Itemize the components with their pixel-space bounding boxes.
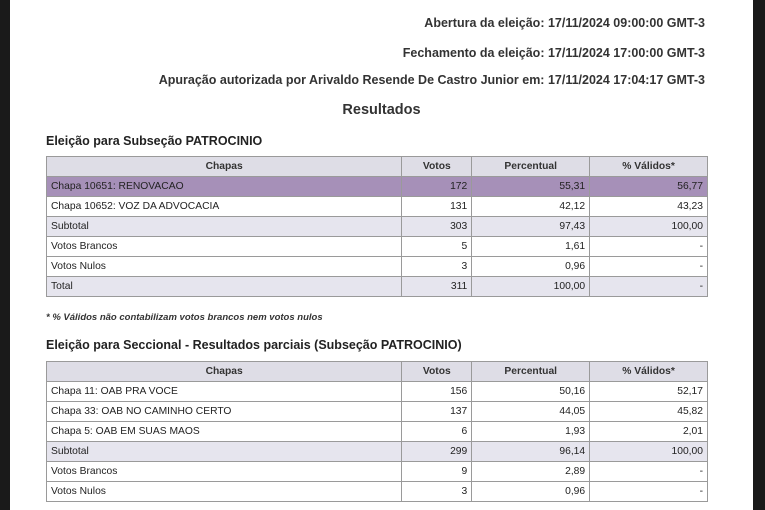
col-header-chapas: Chapas — [47, 157, 402, 177]
cell-votos: 311 — [402, 277, 472, 297]
cell-chapa: Subtotal — [47, 217, 402, 237]
cell-percentual: 2,89 — [472, 462, 590, 482]
cell-chapa: Subtotal — [47, 442, 402, 462]
table-row — [47, 482, 708, 502]
apuracao-line: Apuração autorizada por Arivaldo Resende De Castro Junior em: 17/11/2024 17:04:17 GMT-3 — [158, 73, 705, 87]
fechamento-line: Fechamento da eleição: 17/11/2024 17:00:00 GMT-3 — [402, 46, 705, 60]
cell-votos: 137 — [402, 402, 472, 422]
cell-votos: 9 — [402, 462, 472, 482]
cell-votos: 3 — [402, 257, 472, 277]
cell-percentual: 100,00 — [472, 277, 590, 297]
cell-percentual: 50,16 — [472, 382, 590, 402]
section2-results-table — [46, 361, 708, 502]
table-row — [47, 382, 708, 402]
table-row-subtotal — [47, 217, 708, 237]
section1-title: Eleição para Subseção PATROCINIO — [46, 134, 263, 148]
col-header-validos: % Válidos* — [590, 157, 708, 177]
section1-results-table — [46, 156, 708, 297]
cell-percentual: 42,12 — [472, 197, 590, 217]
cell-votos: 303 — [402, 217, 472, 237]
cell-percentual: 1,61 — [472, 237, 590, 257]
cell-percentual: 0,96 — [472, 257, 590, 277]
table-header-row — [47, 362, 708, 382]
cell-votos: 156 — [402, 382, 472, 402]
cell-chapa: Votos Nulos — [47, 482, 402, 502]
section2-title: Eleição para Seccional - Resultados parciais (Subseção PATROCINIO) — [46, 338, 462, 352]
col-header-percentual: Percentual — [472, 157, 590, 177]
cell-votos: 3 — [402, 482, 472, 502]
cell-percentual: 1,93 — [472, 422, 590, 442]
cell-percentual: 44,05 — [472, 402, 590, 422]
cell-votos: 6 — [402, 422, 472, 442]
cell-validos: - — [590, 237, 708, 257]
col-header-validos: % Válidos* — [590, 362, 708, 382]
cell-votos: 5 — [402, 237, 472, 257]
cell-validos: 56,77 — [590, 177, 708, 197]
cell-percentual: 97,43 — [472, 217, 590, 237]
cell-validos: 2,01 — [590, 422, 708, 442]
cell-chapa: Chapa 10651: RENOVACAO — [47, 177, 402, 197]
table-row-winner — [47, 177, 708, 197]
cell-validos: 43,23 — [590, 197, 708, 217]
cell-validos: - — [590, 277, 708, 297]
cell-votos: 172 — [402, 177, 472, 197]
cell-validos: - — [590, 482, 708, 502]
page-title: Resultados — [342, 102, 421, 118]
col-header-percentual: Percentual — [472, 362, 590, 382]
col-header-votos: Votos — [402, 157, 472, 177]
table-row — [47, 237, 708, 257]
table-header-row — [47, 157, 708, 177]
table-row — [47, 402, 708, 422]
col-header-votos: Votos — [402, 362, 472, 382]
cell-percentual: 0,96 — [472, 482, 590, 502]
cell-chapa: Votos Brancos — [47, 237, 402, 257]
cell-chapa: Votos Brancos — [47, 462, 402, 482]
cell-percentual: 96,14 — [472, 442, 590, 462]
cell-chapa: Total — [47, 277, 402, 297]
cell-votos: 299 — [402, 442, 472, 462]
cell-validos: 100,00 — [590, 217, 708, 237]
cell-validos: - — [590, 462, 708, 482]
cell-chapa: Chapa 33: OAB NO CAMINHO CERTO — [47, 402, 402, 422]
cell-votos: 131 — [402, 197, 472, 217]
cell-chapa: Chapa 10652: VOZ DA ADVOCACIA — [47, 197, 402, 217]
validos-footnote: * % Válidos não contabilizam votos brancos nem votos nulos — [46, 312, 323, 323]
cell-percentual: 55,31 — [472, 177, 590, 197]
table-row — [47, 422, 708, 442]
cell-validos: - — [590, 257, 708, 277]
col-header-chapas: Chapas — [47, 362, 402, 382]
table-row — [47, 462, 708, 482]
table-row — [47, 257, 708, 277]
table-row — [47, 197, 708, 217]
table-row-total — [47, 277, 708, 297]
cell-validos: 52,17 — [590, 382, 708, 402]
cell-validos: 100,00 — [590, 442, 708, 462]
cell-chapa: Votos Nulos — [47, 257, 402, 277]
cell-chapa: Chapa 5: OAB EM SUAS MAOS — [47, 422, 402, 442]
cell-chapa: Chapa 11: OAB PRA VOCE — [47, 382, 402, 402]
table-row-subtotal — [47, 442, 708, 462]
abertura-line: Abertura da eleição: 17/11/2024 09:00:00 GMT-3 — [424, 16, 705, 30]
document-page — [10, 0, 753, 510]
cell-validos: 45,82 — [590, 402, 708, 422]
